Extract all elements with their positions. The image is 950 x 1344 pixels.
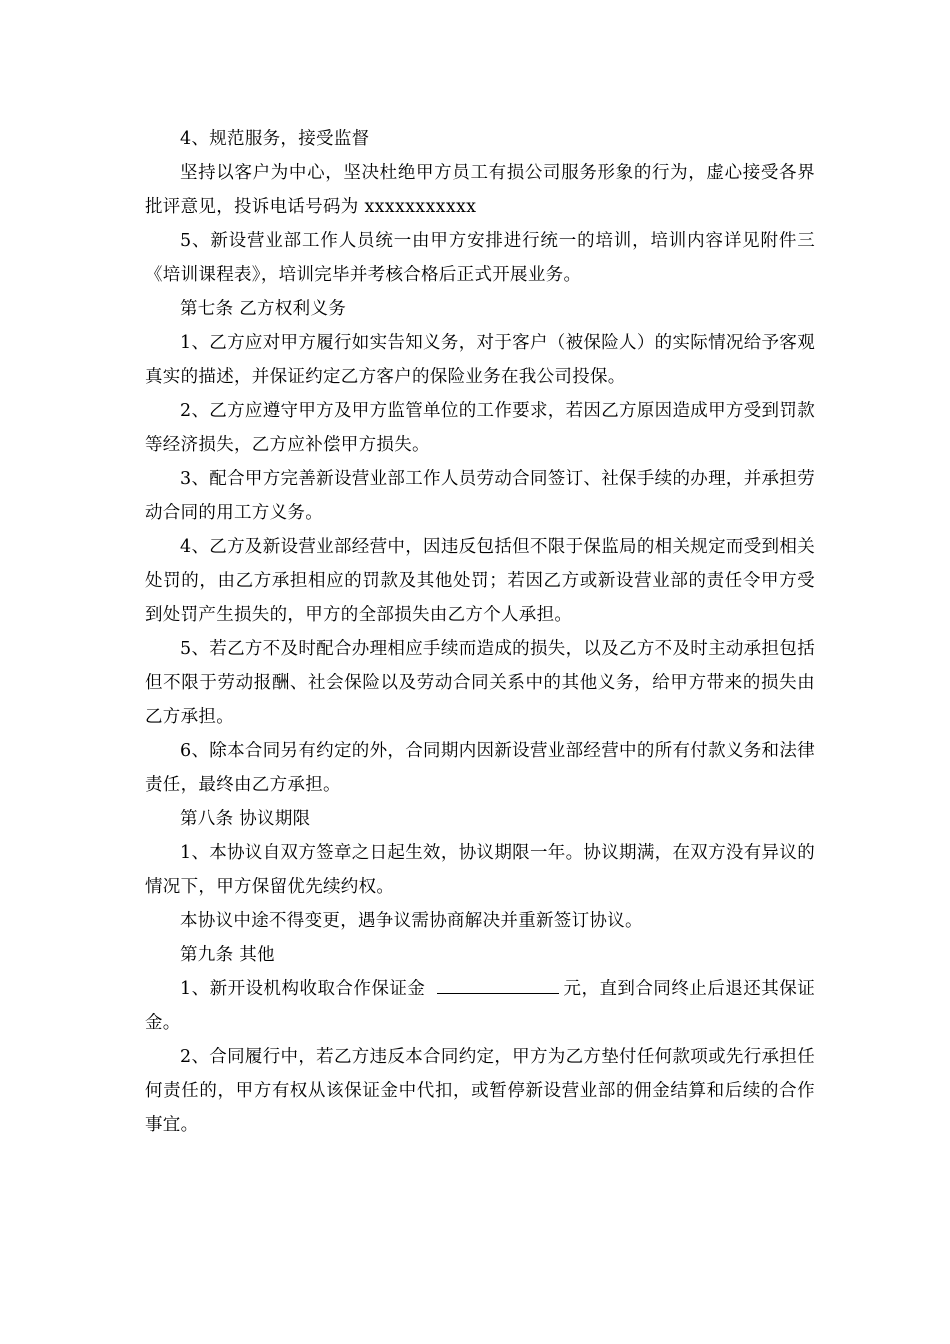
article-heading: 第九条 其他 (180, 945, 275, 965)
clause-item: 4、乙方及新设营业部经营中，因违反包括但不限于保监局的相关规定而受到相关处罚的，由乙方承担相应的罚款及其他处罚；若因乙方或新设营业部的责任令甲方受到处罚产生损失的，甲方的全部损失由乙方个人承担。 (145, 537, 815, 625)
clause-paragraph: 坚持以客户为中心，坚决杜绝甲方员工有损公司服务形象的行为，虚心接受各界批评意见，投诉电话号码为 xxxxxxxxxxx (145, 163, 815, 217)
article-heading: 第七条 乙方权利义务 (180, 299, 347, 319)
clause-item: 2、乙方应遵守甲方及甲方监管单位的工作要求，若因乙方原因造成甲方受到罚款等经济损失，乙方应补偿甲方损失。 (145, 401, 815, 455)
clause-item: 3、配合甲方完善新设营业部工作人员劳动合同签订、社保手续的办理，并承担劳动合同的用工方义务。 (145, 469, 815, 523)
clause-item-deposit (145, 972, 815, 1040)
article-heading: 第八条 协议期限 (180, 809, 311, 829)
document-body (145, 122, 815, 1142)
clause-item: 2、合同履行中，若乙方违反本合同约定，甲方为乙方垫付任何款项或先行承担任何责任的，甲方有权从该保证金中代扣，或暂停新设营业部的佣金结算和后续的合作事宜。 (145, 1047, 815, 1135)
deposit-text-before: 1、新开设机构收取合作保证金 (180, 979, 426, 999)
clause-item: 5、新设营业部工作人员统一由甲方安排进行统一的培训，培训内容详见附件三《培训课程表》，培训完毕并考核合格后正式开展业务。 (145, 231, 815, 285)
clause-item: 4、规范服务，接受监督 (180, 129, 370, 149)
clause-item: 6、除本合同另有约定的外，合同期内因新设营业部经营中的所有付款义务和法律责任，最终由乙方承担。 (145, 741, 815, 795)
deposit-text-after: 元，直到合同终止后退还其保证金。 (145, 979, 815, 1033)
deposit-amount-blank[interactable] (437, 975, 559, 994)
clause-paragraph: 本协议中途不得变更，遇争议需协商解决并重新签订协议。 (180, 911, 643, 931)
clause-item: 5、若乙方不及时配合办理相应手续而造成的损失，以及乙方不及时主动承担包括但不限于劳动报酬、社会保险以及劳动合同关系中的其他义务，给甲方带来的损失由乙方承担。 (145, 639, 815, 727)
clause-item: 1、本协议自双方签章之日起生效，协议期限一年。协议期满，在双方没有异议的情况下，甲方保留优先续约权。 (145, 843, 815, 897)
clause-item: 1、乙方应对甲方履行如实告知义务，对于客户（被保险人）的实际情况给予客观真实的描述，并保证约定乙方客户的保险业务在我公司投保。 (145, 333, 815, 387)
